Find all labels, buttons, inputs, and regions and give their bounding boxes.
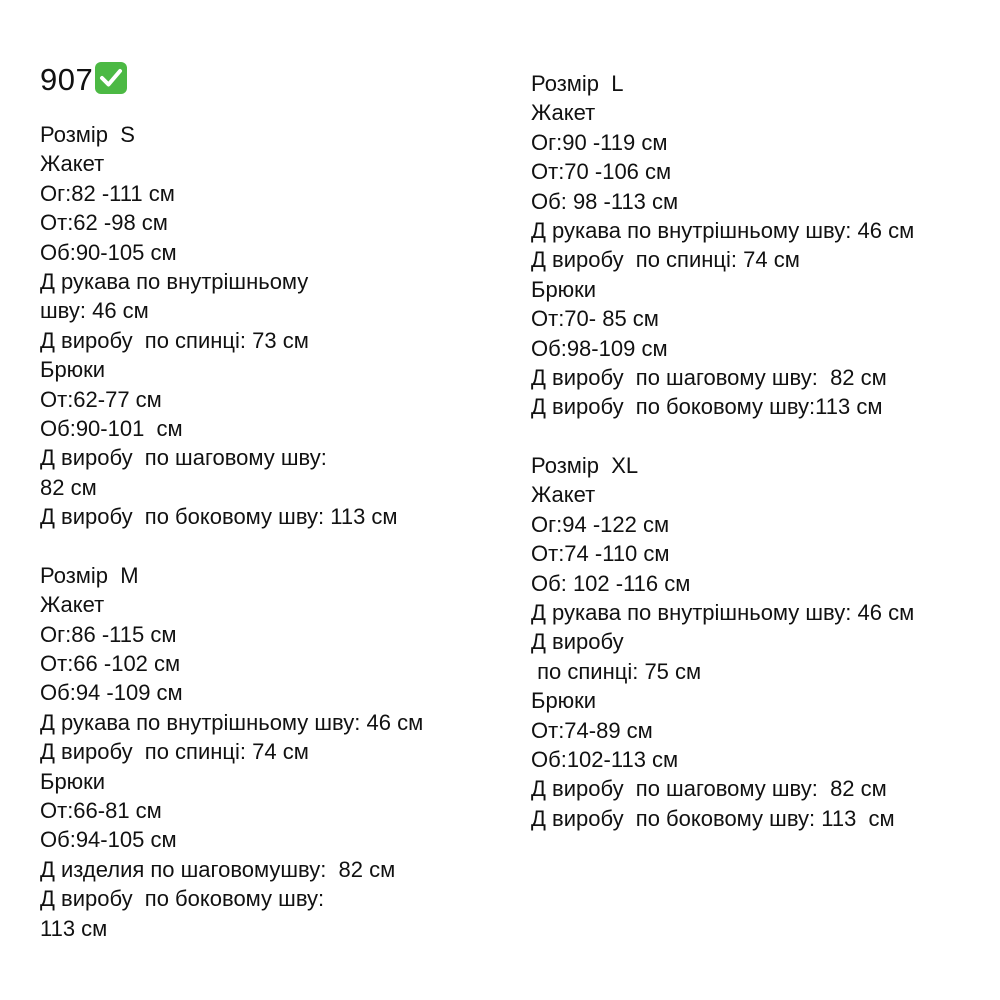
- spec-line: 113 см: [40, 915, 108, 941]
- spec-line: Ог:86 -115 см: [40, 621, 177, 647]
- spec-line: Д виробу по спинці: 74 см: [531, 247, 800, 273]
- spec-line: От:70- 85 см: [531, 306, 659, 332]
- spec-line: Розмір XL: [531, 453, 639, 479]
- spec-line: Об: 102 -116 см: [531, 570, 691, 596]
- spec-line: Об:94 -109 см: [40, 680, 183, 706]
- spec-line: Розмір S: [40, 122, 135, 147]
- spec-line: Розмір M: [40, 562, 139, 588]
- left-column: [40, 60, 510, 943]
- spec-line: Брюки: [40, 768, 106, 794]
- spec-line: Д виробу по боковому шву: 113 см: [40, 504, 398, 530]
- spec-line: Об:98-109 см: [531, 335, 668, 361]
- spec-line: Ог:94 -122 см: [531, 511, 670, 537]
- spec-line: Об:94-105 см: [40, 827, 177, 853]
- spec-line: Брюки: [531, 276, 597, 302]
- spec-line: От:70 -106 см: [531, 159, 672, 185]
- heading: [40, 60, 510, 100]
- spec-line: Д виробу по боковому шву:: [40, 886, 325, 912]
- spec-line: Об: 98 -113 см: [531, 188, 679, 214]
- block-spacer: [531, 422, 991, 451]
- right-size-blocks: [531, 69, 991, 833]
- right-column: [531, 69, 991, 833]
- spec-line: Д виробу: [531, 629, 624, 655]
- spec-line: по спинці: 75 см: [531, 658, 702, 684]
- spec-line: Жакет: [40, 592, 105, 618]
- spec-line: Д виробу по спинці: 73 см: [40, 327, 309, 353]
- spec-line: От:74 -110 см: [531, 541, 670, 567]
- spec-line: От:62-77 см: [40, 386, 162, 412]
- spec-line: Ог:90 -119 см: [531, 129, 668, 155]
- block-spacer: [40, 531, 510, 560]
- spec-line: От:66-81 см: [40, 797, 162, 823]
- spec-line: Д рукава по внутрішньому шву: 46 см: [531, 600, 915, 626]
- spec-line: Жакет: [531, 482, 596, 508]
- spec-line: От:62 -98 см: [40, 210, 168, 236]
- spec-line: Д виробу по спинці: 74 см: [40, 739, 309, 765]
- spec-line: Жакет: [531, 100, 596, 126]
- spec-line: Об:90-101 см: [40, 415, 183, 441]
- spec-line: Д виробу по боковому шву: 113 см: [531, 805, 895, 831]
- spec-line: Д рукава по внутрішньому шву: 46 см: [40, 709, 424, 735]
- spec-line: 82 см: [40, 474, 97, 500]
- spec-line: шву: 46 см: [40, 298, 149, 324]
- spec-line: Д виробу по шаговому шву: 82 см: [531, 776, 887, 802]
- spec-line: Д изделия по шаговомушву: 82 см: [40, 856, 396, 882]
- spec-line: Брюки: [40, 357, 106, 383]
- spec-line: Д виробу по боковому шву:113 см: [531, 394, 883, 420]
- spec-line: От:74-89 см: [531, 717, 653, 743]
- spec-line: Розмір L: [531, 71, 624, 96]
- spec-line: Д рукава по внутрішньому: [40, 268, 309, 294]
- heading-number: 907: [40, 62, 94, 97]
- spec-line: Д виробу по шаговому шву: 82 см: [531, 364, 887, 390]
- spec-line: Ог:82 -111 см: [40, 180, 175, 206]
- spec-line: Д рукава по внутрішньому шву: 46 см: [531, 217, 915, 243]
- spec-line: Д виробу по шаговому шву:: [40, 445, 327, 471]
- spec-line: От:66 -102 см: [40, 651, 181, 677]
- spec-line: Об:90-105 см: [40, 239, 177, 265]
- left-size-blocks: [40, 120, 510, 943]
- spec-line: Брюки: [531, 688, 597, 714]
- spec-line: Жакет: [40, 151, 105, 177]
- spec-line: Об:102-113 см: [531, 746, 679, 772]
- check-mark-icon: [95, 62, 127, 94]
